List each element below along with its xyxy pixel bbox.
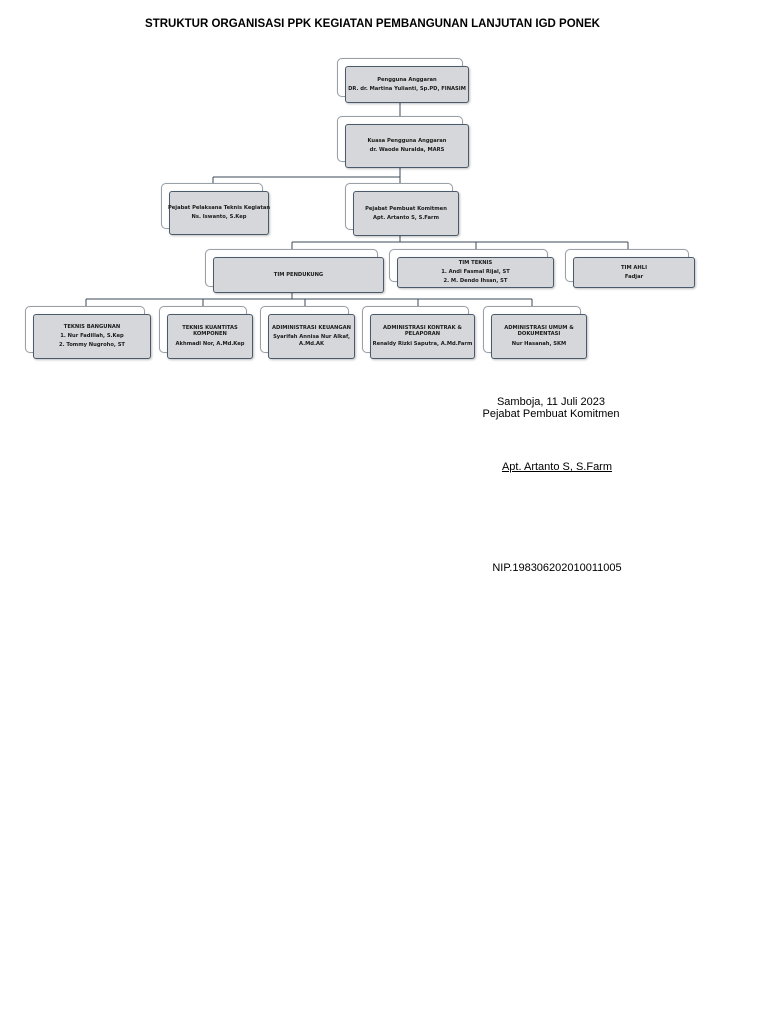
signature-nip: NIP.198306202010011005 [492,562,622,574]
person-name: Ns. Iswanto, S.Kep [191,214,247,220]
role-label: Kuasa Pengguna Anggaran [367,138,447,144]
role-label: Pengguna Anggaran [377,76,437,83]
document-title: STRUKTUR ORGANISASI PPK KEGIATAN PEMBANGUNAN LANJUTAN IGD PONEK [145,18,600,30]
signature-position: Pejabat Pembuat Komitmen [482,408,620,420]
role-label: TIM PENDUKUNG [273,271,324,278]
signature-place-date: Samboja, 11 Juli 2023 [496,396,606,408]
role-label: TEKNIS KUANTITAS KOMPONEN [182,324,238,337]
node-pengguna-anggaran [345,66,469,103]
person-name: Syarifah Annisa Nur Alkaf, A.Md.AK [273,334,350,347]
node-administrasi-umum-dokumentasi [491,314,587,359]
role-label: ADIMINISTRASI KEUANGAN [272,325,351,331]
node-administrasi-kontrak-pelaporan [370,314,475,359]
person-name: Renaldy Rizki Saputra, A.Md.Farm [372,340,473,347]
node-teknis-kuantitas-komponen [167,314,253,359]
person-name: Akhmadi Nor, A.Md.Kep [175,340,245,347]
node-tim-pendukung [213,257,384,293]
node-kuasa-pengguna-anggaran [345,124,469,168]
role-label: Pejabat Pelaksana Teknis Kegiatan [167,205,271,211]
node-tim-ahli [573,257,695,288]
member-name: 2. M. Dendo Ihsan, ST [443,278,508,284]
role-label: TEKNIS BANGUNAN [63,324,121,330]
role-label: Pejabat Pembuat Komitmen [365,205,447,212]
role-label: TIM AHLI [620,264,648,271]
signature-name: Apt. Artanto S, S.Farm [501,461,613,473]
role-label: ADMINISTRASI KONTRAK & PELAPORAN [383,324,462,337]
member-name: 1. Andi Fasmal Rijal, ST [441,269,510,275]
person-name: Apt. Artanto S, S.Farm [372,214,439,221]
node-pejabat-pembuat-komitmen [353,191,459,236]
node-teknis-bangunan [33,314,151,359]
node-administrasi-keuangan [268,314,355,359]
person-name: Nur Hasanah, SKM [511,340,567,347]
person-name: dr. Waode Nuralda, MARS [369,147,445,153]
person-name: Fadjar [624,273,644,280]
node-pejabat-pelaksana-teknis [169,191,269,235]
role-label: TIM TEKNIS [458,260,493,266]
person-name: DR. dr. Martina Yulianti, Sp.PD, FINASIM [348,85,466,92]
member-name: 1. Nur Fadillah, S.Kep [60,333,124,339]
node-tim-teknis [397,257,554,288]
member-name: 2. Tommy Nugroho, ST [59,342,125,348]
role-label: ADMINISTRASI UMUM & DOKUMENTASI [504,324,574,337]
